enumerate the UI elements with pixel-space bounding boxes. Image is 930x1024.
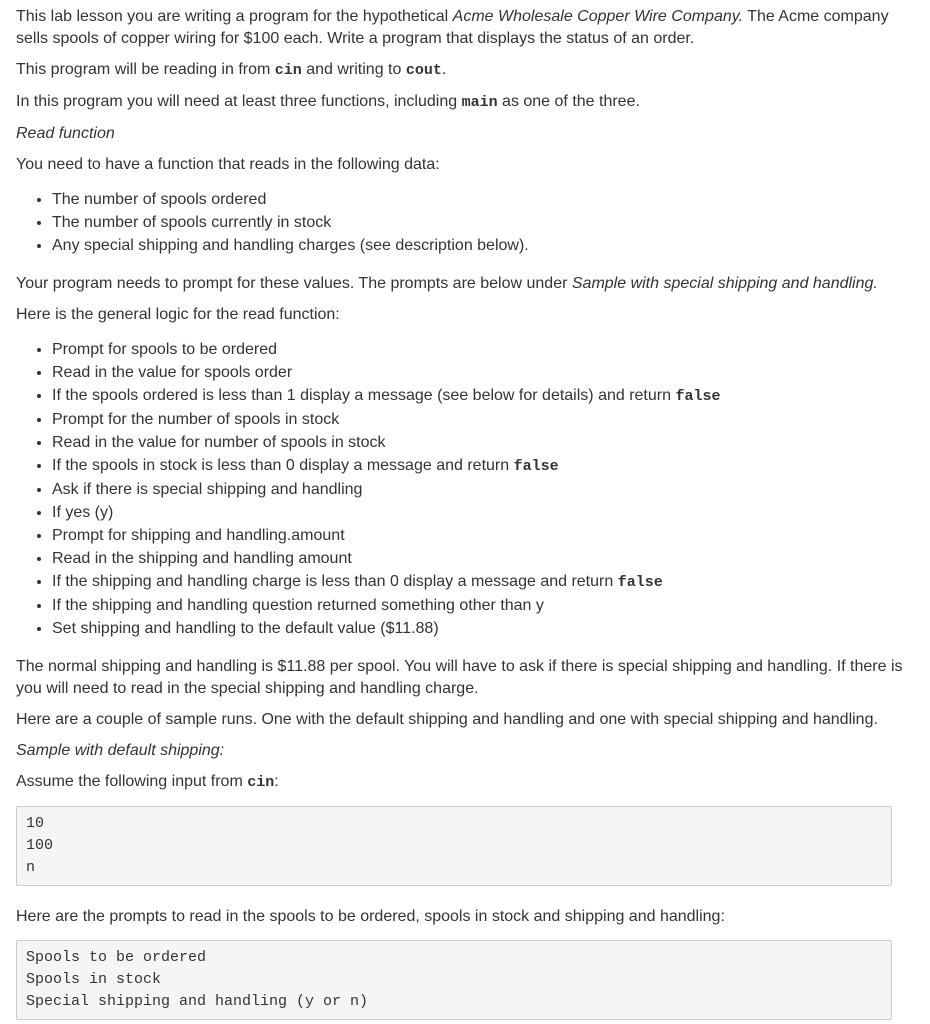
list-item-text: If the spools ordered is less than 1 display a message (see below for details) and return (52, 387, 676, 404)
sample-default-heading: Sample with default shipping: (16, 742, 225, 759)
input-code-block (16, 806, 892, 886)
shipping-paragraph: The normal shipping and handling is $11.88 per spool. You will have to ask if there is special shipping and handling. If there is you will need to read in the special shipping and handling charge. (16, 658, 903, 697)
code-main: main (461, 94, 498, 111)
logic-lead: Here is the general logic for the read function: (16, 306, 340, 323)
list-item: • Ask if there is special shipping and handling (52, 478, 914, 501)
code-line: 10 (26, 815, 45, 832)
code-line: Spools in stock (26, 971, 162, 988)
list-item: • The number of spools currently in stock (52, 211, 914, 234)
code-false: false (675, 388, 721, 405)
list-item: • Read in the value for number of spools in stock (52, 431, 914, 454)
code-line: Special shipping and handling (y or n) (26, 993, 369, 1010)
intro-text: This lab lesson you are writing a program for the hypothetical (16, 8, 453, 25)
prompts-lead: Here are the prompts to read in the spools to be ordered, spools in stock and shipping and handling: (16, 908, 725, 925)
assume-input-paragraph (16, 771, 914, 794)
functions-text: as one of the three. (497, 93, 640, 110)
list-item: • If yes (y) (52, 501, 914, 524)
code-false: false (513, 458, 559, 475)
assume-text: Assume the following input from (16, 773, 248, 790)
code-line: Spools to be ordered (26, 949, 207, 966)
list-item (52, 570, 914, 594)
list-item-text: If the spools in stock is less than 0 display a message and return (52, 457, 514, 474)
code-line: 100 (26, 837, 54, 854)
io-text: This program will be reading in from (16, 61, 275, 78)
intro-paragraph (16, 6, 914, 50)
io-paragraph (16, 59, 914, 82)
list-item: • Prompt for spools to be ordered (52, 338, 914, 361)
read-data-list (16, 188, 914, 257)
code-line: n (26, 859, 36, 876)
list-item (52, 454, 914, 478)
list-item: • If the shipping and handling question returned something other than y (52, 594, 914, 617)
read-function-heading: Read function (16, 125, 115, 142)
read-function-lead: You need to have a function that reads in the following data: (16, 156, 440, 173)
company-name: Acme Wholesale Copper Wire Company. (452, 8, 744, 25)
prompt-text: Your program needs to prompt for these values. The prompts are below under (16, 275, 572, 292)
code-cin: cin (274, 62, 302, 79)
functions-paragraph (16, 91, 914, 114)
list-item: • Read in the shipping and handling amount (52, 547, 914, 570)
prompt-code-block (16, 940, 892, 1020)
list-item: • Read in the value for spools order (52, 361, 914, 384)
code-cin: cin (247, 774, 275, 791)
list-item: • The number of spools ordered (52, 188, 914, 211)
code-cout: cout (405, 62, 442, 79)
io-text: and writing to (301, 61, 406, 78)
list-item: • Prompt for shipping and handling.amount (52, 524, 914, 547)
io-text: . (441, 61, 447, 78)
code-false: false (617, 574, 663, 591)
logic-list (16, 338, 914, 640)
list-item-text: If the shipping and handling charge is less than 0 display a message and return (52, 573, 618, 590)
sample-reference: Sample with special shipping and handling. (571, 275, 878, 292)
sample-runs-paragraph: Here are a couple of sample runs. One with the default shipping and handling and one with special shipping and handling. (16, 711, 878, 728)
intro-text: The Acme company sells spools of copper wiring for $100 each. Write a program that displays the status of an order. (16, 8, 889, 47)
list-item (52, 384, 914, 408)
list-item: • Any special shipping and handling charges (see description below). (52, 234, 914, 257)
list-item: • Prompt for the number of spools in stock (52, 408, 914, 431)
list-item: • Set shipping and handling to the default value ($11.88) (52, 617, 914, 640)
functions-text: In this program you will need at least three functions, including (16, 93, 462, 110)
prompt-paragraph (16, 273, 914, 295)
assume-text: : (274, 773, 279, 790)
